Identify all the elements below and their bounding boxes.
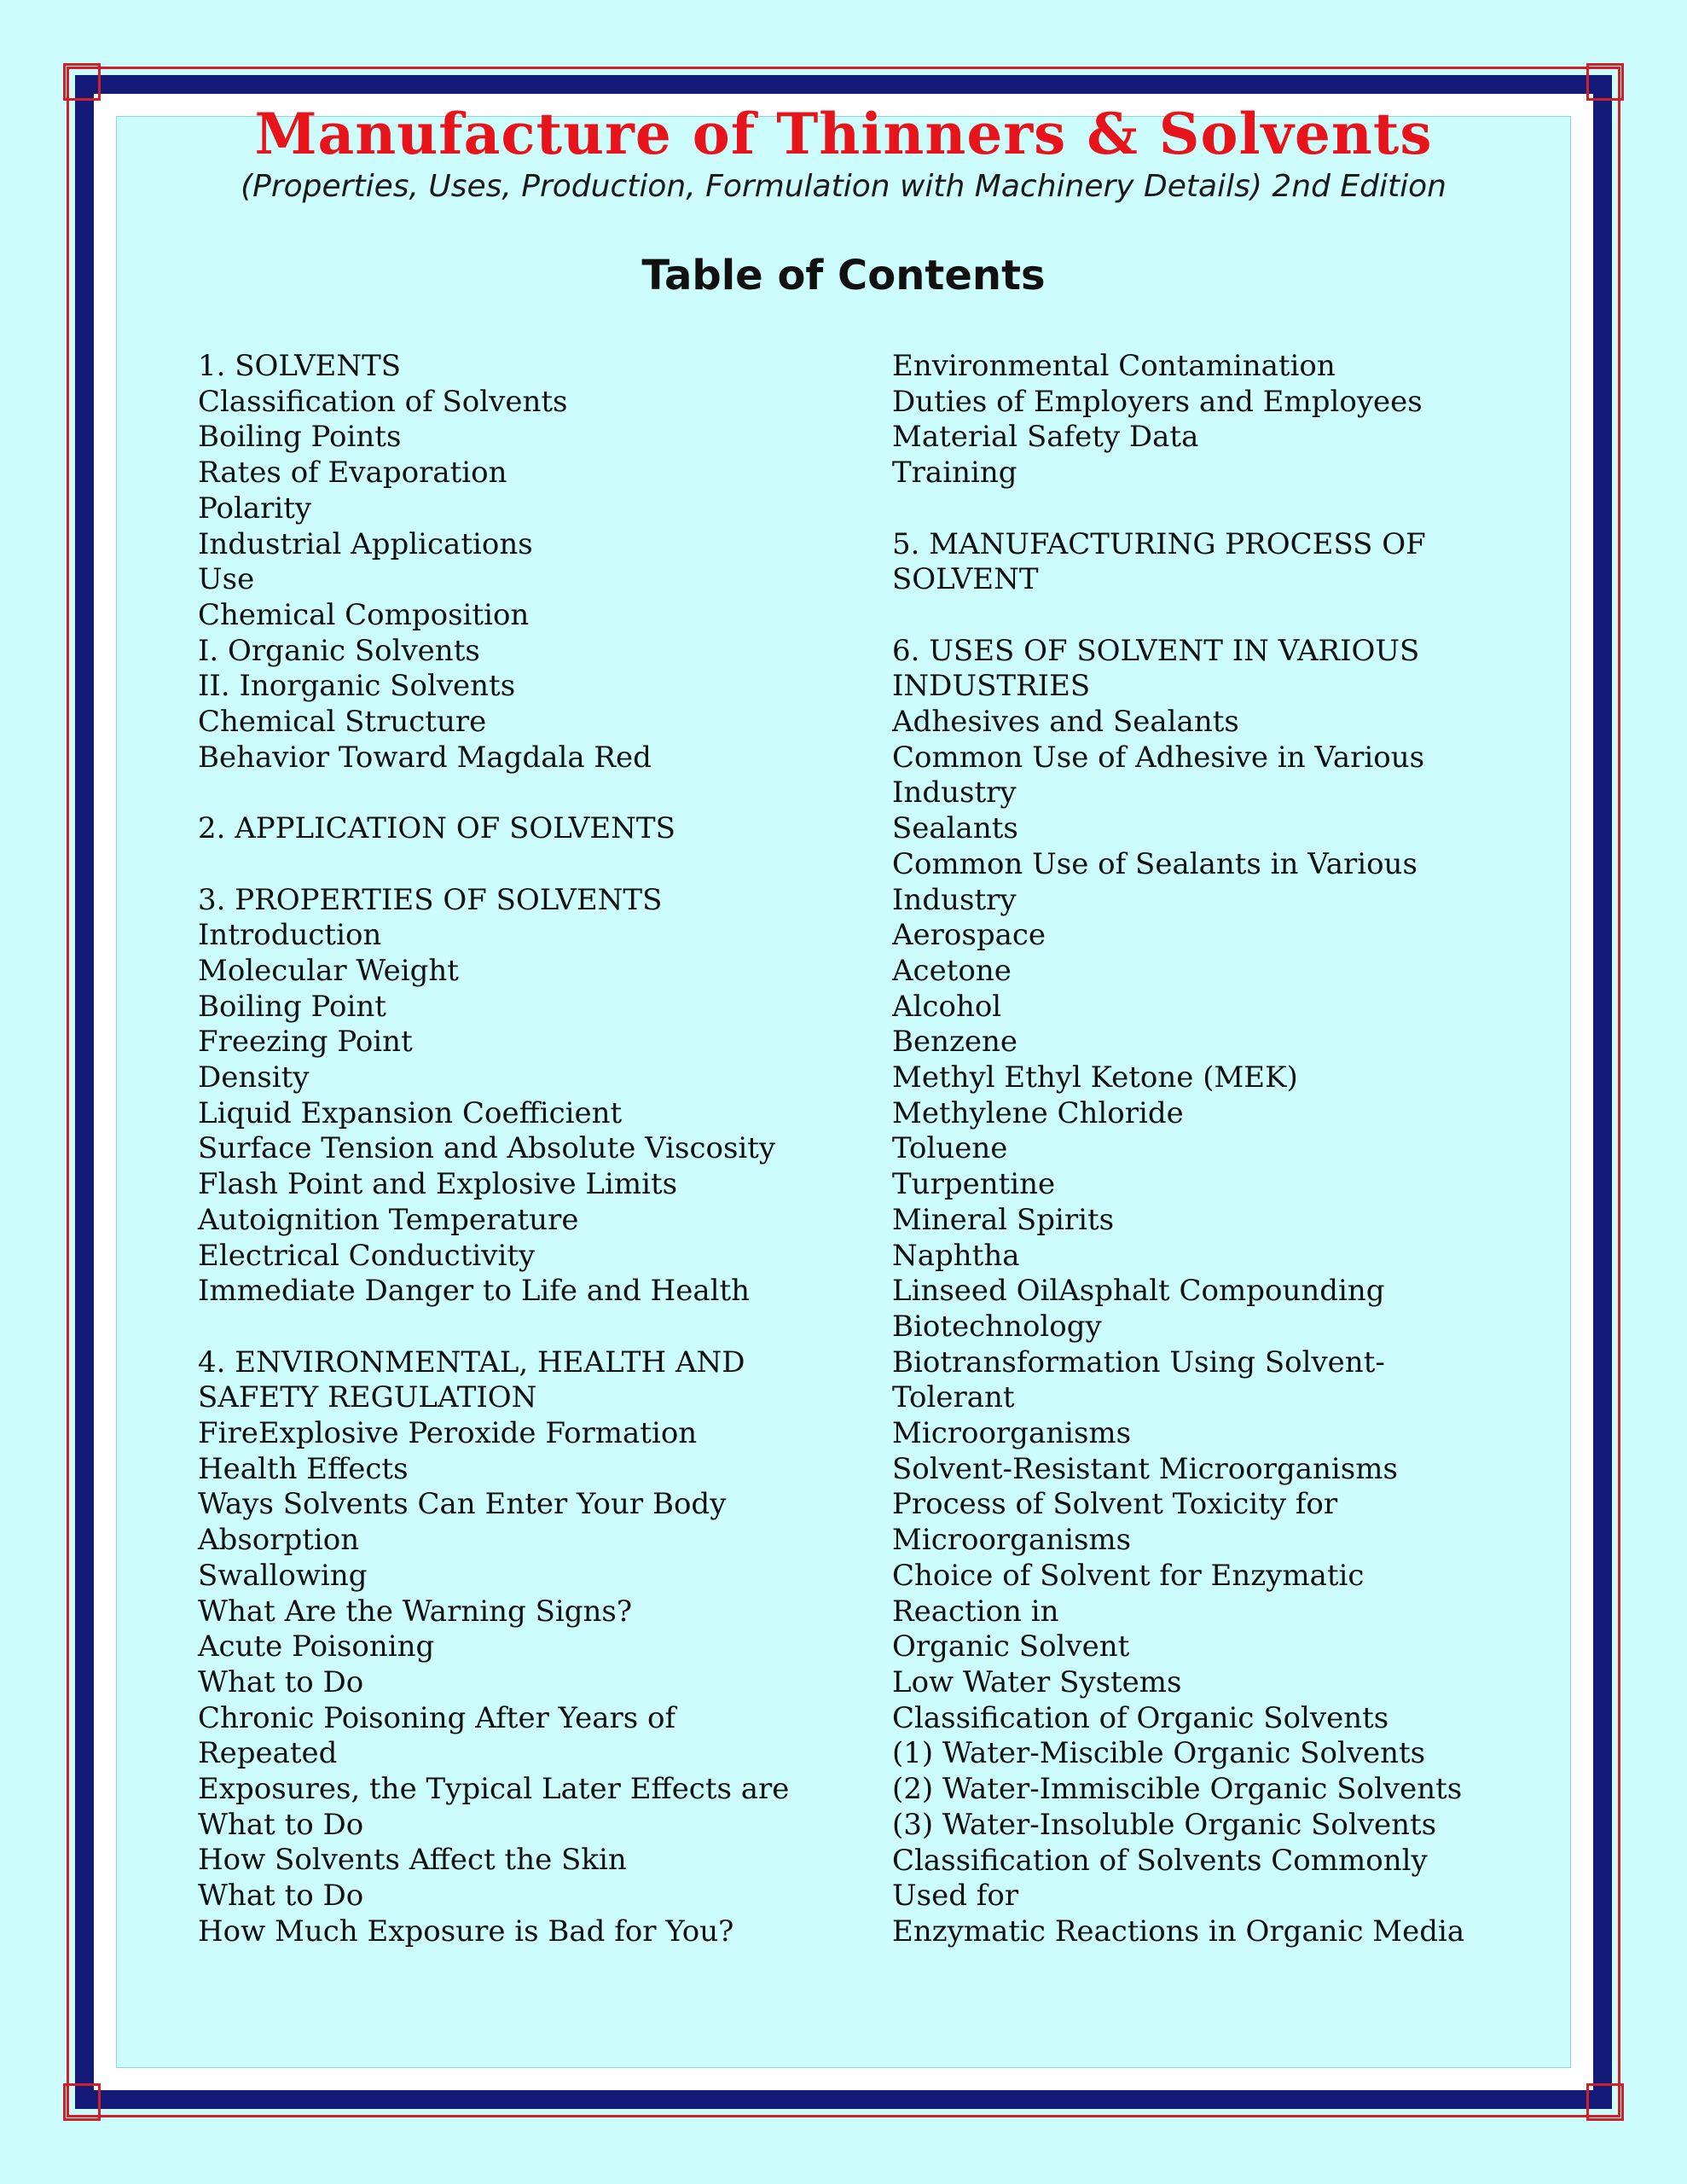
toc-entry: 6. USES OF SOLVENT IN VARIOUS	[892, 633, 1420, 668]
toc-entry: Benzene	[892, 1025, 1018, 1060]
toc-entry: (1) Water-Miscible Organic Solvents	[892, 1736, 1426, 1771]
corner-ornament	[63, 63, 101, 101]
document-subtitle: (Properties, Uses, Production, Formulation with Machinery Details) 2nd Edition	[241, 169, 1446, 204]
toc-entry: Industry	[892, 882, 1017, 917]
toc-entry: How Much Exposure is Bad for You?	[198, 1914, 734, 1949]
toc-entry: Methylene Chloride	[892, 1095, 1184, 1130]
toc-entry: Duties of Employers and Employees	[892, 384, 1423, 419]
toc-right-column	[892, 349, 1540, 1950]
toc-spacer	[198, 775, 846, 811]
toc-entry: SAFETY REGULATION	[198, 1380, 537, 1415]
toc-entry: Chemical Structure	[198, 705, 487, 740]
toc-entry: INDUSTRIES	[892, 669, 1091, 704]
toc-entry: Classification of Solvents Commonly	[892, 1843, 1428, 1878]
toc-entry: Turpentine	[892, 1167, 1056, 1202]
toc-entry: Reaction in	[892, 1594, 1059, 1629]
toc-entry: 3. PROPERTIES OF SOLVENTS	[198, 882, 663, 917]
toc-entry: Rates of Evaporation	[198, 456, 507, 491]
corner-ornament	[1586, 2083, 1624, 2121]
toc-entry: Polarity	[198, 491, 312, 526]
toc-entry: Density	[198, 1060, 310, 1095]
toc-entry: Chemical Composition	[198, 597, 530, 632]
toc-entry: How Solvents Affect the Skin	[198, 1843, 627, 1878]
toc-entry: Aerospace	[892, 918, 1046, 953]
toc-entry: Exposures, the Typical Later Effects are	[198, 1772, 790, 1807]
toc-entry: Industry	[892, 775, 1017, 810]
toc-entry: What to Do	[198, 1879, 364, 1914]
toc-heading: Table of Contents	[641, 252, 1046, 299]
corner-ornament	[63, 2083, 101, 2121]
toc-entry: Toluene	[892, 1131, 1008, 1166]
toc-entry: Training	[892, 456, 1017, 491]
toc-entry: Common Use of Sealants in Various	[892, 846, 1417, 881]
toc-entry: Biotransformation Using Solvent-	[892, 1345, 1385, 1380]
toc-entry: Molecular Weight	[198, 953, 459, 988]
toc-entry: Used for	[892, 1879, 1019, 1914]
toc-entry: Flash Point and Explosive Limits	[198, 1167, 678, 1202]
toc-entry: Immediate Danger to Life and Health	[198, 1274, 751, 1309]
toc-entry: Freezing Point	[198, 1025, 413, 1060]
toc-entry: Microorganisms	[892, 1523, 1132, 1558]
toc-entry: Naphtha	[892, 1238, 1020, 1273]
toc-entry: Acetone	[892, 953, 1012, 988]
toc-spacer	[198, 1310, 846, 1345]
toc-entry: Introduction	[198, 918, 382, 953]
toc-entry: Solvent-Resistant Microorganisms	[892, 1451, 1398, 1486]
toc-entry: I. Organic Solvents	[198, 633, 480, 668]
toc-entry: Choice of Solvent for Enzymatic	[892, 1558, 1365, 1593]
toc-entry: Behavior Toward Magdala Red	[198, 740, 652, 775]
toc-entry: Common Use of Adhesive in Various	[892, 740, 1425, 775]
toc-entry: What to Do	[198, 1807, 364, 1842]
toc-spacer	[892, 491, 1540, 527]
toc-entry: Swallowing	[198, 1558, 368, 1593]
toc-entry: Organic Solvent	[892, 1629, 1130, 1664]
toc-entry: SOLVENT	[892, 562, 1039, 597]
toc-entry: What Are the Warning Signs?	[198, 1594, 633, 1629]
toc-entry: Alcohol	[892, 989, 1002, 1024]
toc-entry: 5. MANUFACTURING PROCESS OF	[892, 526, 1426, 561]
toc-spacer	[198, 847, 846, 883]
toc-entry: FireExplosive Peroxide Formation	[198, 1416, 698, 1451]
toc-entry: Industrial Applications	[198, 526, 533, 561]
toc-entry: Environmental Contamination	[892, 349, 1336, 383]
toc-entry: Repeated	[198, 1736, 338, 1771]
toc-entry: Boiling Points	[198, 420, 402, 455]
toc-entry: Autoignition Temperature	[198, 1202, 579, 1237]
toc-entry: Boiling Point	[198, 989, 386, 1024]
toc-entry: (2) Water-Immiscible Organic Solvents	[892, 1772, 1463, 1807]
corner-ornament	[1586, 63, 1624, 101]
toc-entry: Acute Poisoning	[198, 1629, 435, 1664]
toc-spacer	[892, 598, 1540, 634]
toc-entry: Linseed OilAsphalt Compounding	[892, 1274, 1385, 1309]
toc-entry: Chronic Poisoning After Years of	[198, 1700, 676, 1735]
toc-entry: Biotechnology	[892, 1309, 1102, 1344]
toc-entry: Material Safety Data	[892, 420, 1199, 455]
document-title: Manufacture of Thinners & Solvents	[254, 101, 1433, 167]
toc-left-column	[198, 349, 846, 1950]
toc-entry: 2. APPLICATION OF SOLVENTS	[198, 811, 675, 846]
toc-entry: Sealants	[892, 811, 1018, 846]
toc-entry: What to Do	[198, 1664, 364, 1699]
toc-entry: Ways Solvents Can Enter Your Body	[198, 1487, 727, 1522]
toc-entry: 4. ENVIRONMENTAL, HEALTH AND	[198, 1345, 745, 1380]
toc-entry: Classification of Organic Solvents	[892, 1700, 1389, 1735]
toc-entry: Liquid Expansion Coefficient	[198, 1095, 623, 1130]
toc-entry: Mineral Spirits	[892, 1202, 1115, 1237]
toc-entry: Surface Tension and Absolute Viscosity	[198, 1131, 776, 1166]
toc-entry: (3) Water-Insoluble Organic Solvents	[892, 1807, 1437, 1842]
toc-entry: 1. SOLVENTS	[198, 349, 402, 383]
toc-entry: Classification of Solvents	[198, 384, 568, 419]
toc-entry: Health Effects	[198, 1451, 409, 1486]
toc-entry: Process of Solvent Toxicity for	[892, 1487, 1338, 1522]
toc-entry: Methyl Ethyl Ketone (MEK)	[892, 1060, 1298, 1095]
toc-entry: Tolerant	[892, 1380, 1015, 1415]
toc-entry: Microorganisms	[892, 1416, 1132, 1451]
toc-entry: Absorption	[198, 1523, 360, 1558]
toc-entry: Enzymatic Reactions in Organic Media	[892, 1914, 1465, 1949]
toc-entry: II. Inorganic Solvents	[198, 669, 516, 704]
toc-entry: Use	[198, 562, 255, 597]
toc-entry: Adhesives and Sealants	[892, 705, 1239, 739]
toc-entry: Electrical Conductivity	[198, 1238, 536, 1273]
toc-entry: Low Water Systems	[892, 1664, 1182, 1699]
